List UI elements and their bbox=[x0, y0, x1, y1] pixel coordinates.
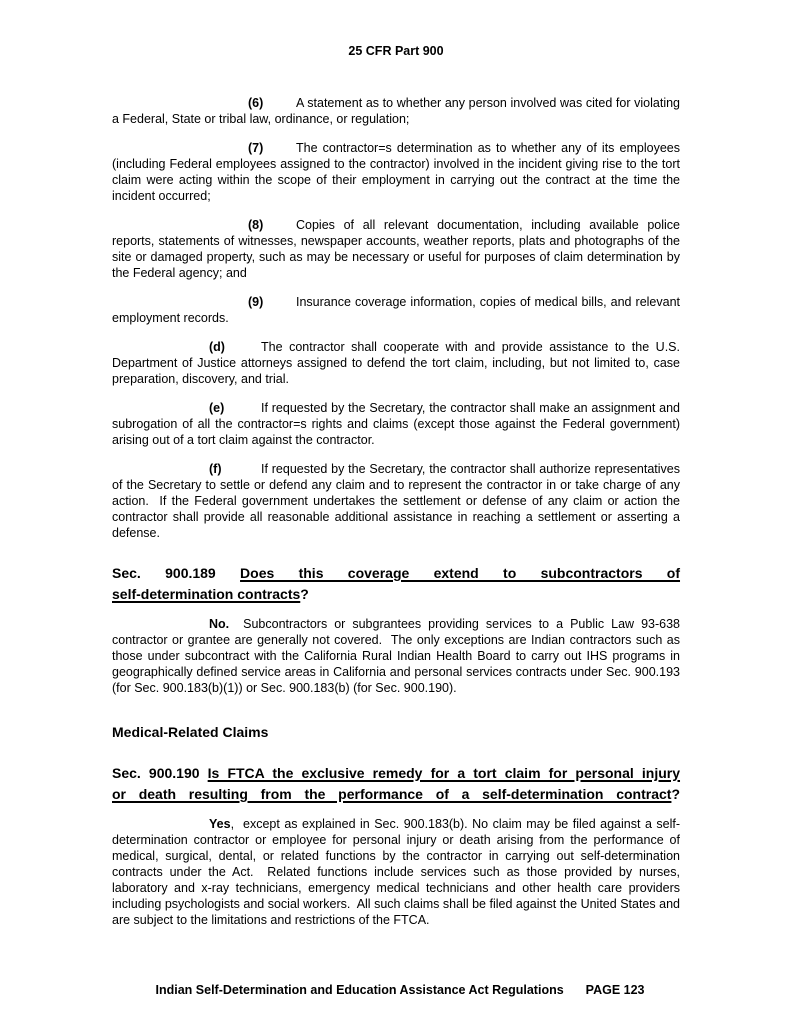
section-189-number: Sec. 900.189 bbox=[112, 565, 241, 581]
paragraph-d-marker: (d) bbox=[209, 340, 225, 354]
paragraph-d bbox=[112, 339, 680, 387]
paragraph-8-marker: (8) bbox=[248, 218, 264, 232]
paragraph-6-text: A statement as to whether any person involved was cited for violating a Federal, State or tribal law, ordinance, or regulation; bbox=[112, 96, 680, 126]
section-190-question-mark: ? bbox=[671, 786, 680, 802]
page-footer bbox=[0, 982, 800, 998]
section-heading-900-190 bbox=[112, 763, 680, 805]
answer-189-text: Subcontractors or subgrantees providing services to a Public Law 93-638 contractor or grantee are generally not covered. The only exceptions are Indian contractors such as those under subcontract with the California Rural Indian Health Board to carry out IHS programs in geographically defined service areas in California and personal services contracts under Sec. 900.193 (for Sec. 900.183(b)(1)) or Sec. 900.183(b) (for Sec. 900.190). bbox=[112, 617, 680, 695]
page-header-title: 25 CFR Part 900 bbox=[348, 44, 444, 58]
section-189-question-mark: ? bbox=[300, 586, 309, 602]
section-189-question-line1: Does this coverage extend to subcontractors of bbox=[240, 565, 681, 581]
answer-190-text: , except as explained in Sec. 900.183(b). No claim may be filed against a self-determination contractor or employee for personal injury or death arising from the performance of medical, surgical, dental, or related functions by the contractor in carrying out self-determination contracts under the Act. Related functions include services such as those provided by nurses, laboratory and x-ray technicians, emergency medical technicians and other health care providers including psychologists and social workers. All such claims shall be filed against the United States and are subject to the limitations and restrictions of the FTCA. bbox=[112, 817, 680, 927]
section-190-question-line2: or death resulting from the performance of a self-determination contract bbox=[112, 786, 672, 802]
paragraph-e-text: If requested by the Secretary, the contractor shall make an assignment and subrogation of all the contractor=s rights and claims (except those against the Federal government) arising out of a tort claim against the contractor. bbox=[112, 401, 680, 447]
medical-related-claims-heading: Medical-Related Claims bbox=[112, 724, 269, 740]
paragraph-6-marker: (6) bbox=[248, 96, 264, 110]
paragraph-9-marker: (9) bbox=[248, 295, 264, 309]
paragraph-f-marker: (f) bbox=[209, 462, 222, 476]
paragraph-d-text: The contractor shall cooperate with and provide assistance to the U.S. Department of Justice attorneys assigned to defend the tort claim, including, but not limited to, case preparation, discovery, and trial. bbox=[112, 340, 680, 386]
paragraph-7 bbox=[112, 140, 680, 204]
section-189-question-line2: self-determination contracts bbox=[112, 586, 301, 602]
paragraph-9 bbox=[112, 294, 680, 326]
paragraph-f-text: If requested by the Secretary, the contractor shall authorize representatives of the Secretary to settle or defend any claim and to represent the contractor in or take charge of any action. If the Federal government undertakes the settlement or defense of any claim or action the contractor shall provide all reasonable additional assistance in reaching a settlement or asserting a defense. bbox=[112, 462, 680, 540]
paragraph-7-text: The contractor=s determination as to whether any of its employees (including Federal employees assigned to the contractor) involved in the incident giving rise to the tort claim were acting within the scope of their employment in carrying out the contract at the time the incident occurred; bbox=[112, 141, 680, 203]
answer-190-lead: Yes bbox=[209, 817, 231, 831]
answer-900-189 bbox=[112, 616, 680, 696]
section-190-number: Sec. 900.190 bbox=[112, 765, 208, 781]
section-heading-900-189 bbox=[112, 563, 680, 605]
paragraph-8 bbox=[112, 217, 680, 281]
paragraph-6 bbox=[112, 95, 680, 127]
paragraph-e bbox=[112, 400, 680, 448]
footer-document-title: Indian Self-Determination and Education Assistance Act Regulations bbox=[155, 983, 564, 997]
paragraph-e-marker: (e) bbox=[209, 401, 225, 415]
paragraph-9-text: Insurance coverage information, copies of medical bills, and relevant employment records. bbox=[112, 295, 680, 325]
section-190-question-line1: Is FTCA the exclusive remedy for a tort claim for personal injury bbox=[207, 765, 681, 781]
paragraph-7-marker: (7) bbox=[248, 141, 264, 155]
paragraph-8-text: Copies of all relevant documentation, including available police reports, statements of witnesses, newspaper accounts, weather reports, plats and photographs of the site or damaged property, such as may be necessary or useful for purposes of claim determination by the Federal agency; and bbox=[112, 218, 680, 280]
paragraph-f bbox=[112, 461, 680, 541]
answer-900-190 bbox=[112, 816, 680, 928]
answer-189-lead: No. bbox=[209, 617, 230, 631]
footer-page-number: PAGE 123 bbox=[585, 983, 645, 997]
